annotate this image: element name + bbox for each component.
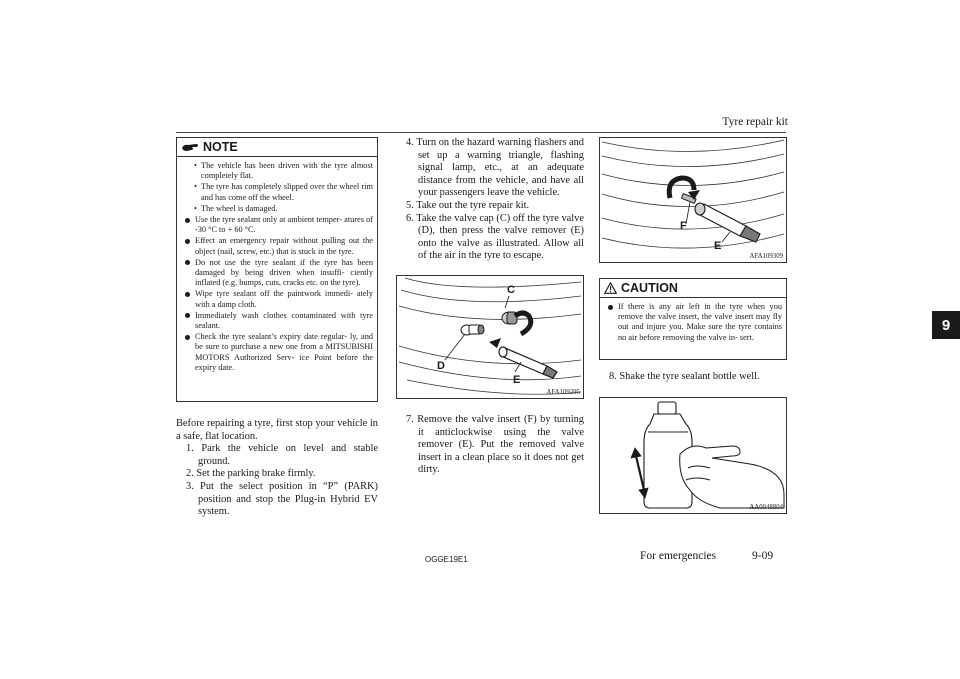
figure-reference: AA0048804 [749, 504, 783, 511]
caution-heading [600, 279, 786, 298]
document-code: OGGE19E1 [425, 555, 468, 564]
note-item: Check the tyre sealant’s expiry date regular- ly, and be sure to purchase a new one from a MITSUBISHI MOTORS Authorized Serv- ice Point before the expiry date. [181, 332, 373, 373]
figure-valve-insert-removal [599, 137, 787, 263]
label-c: C [507, 284, 515, 296]
caution-item: If there is any air left in the tyre when you remove the valve insert, the valve insert may fly out and injure you. Make sure the tyre contains no air before removing the valve in- sert. [604, 302, 782, 343]
note-sub-item: • The tyre has completely slipped over the wheel rim and has come off the wheel. [181, 182, 373, 202]
shake-bottle-illustration [600, 398, 786, 513]
column-1-text [176, 418, 378, 519]
note-item: Immediately wash clothes contaminated with tyre sealant. [181, 311, 373, 331]
note-heading-text: NOTE [203, 140, 238, 154]
note-heading [177, 138, 377, 157]
label-e: E [513, 374, 521, 386]
caution-box [599, 278, 787, 360]
step-3: 3. Put the select position in “P” (PARK) position and stop the Plug-in Hybrid EV system. [186, 480, 378, 518]
header-rule [176, 132, 786, 133]
chapter-tab: 9 [932, 311, 960, 339]
note-body [177, 157, 377, 373]
figure-shake-bottle [599, 397, 787, 514]
page-number: 9-09 [752, 550, 774, 562]
running-header: Tyre repair kit [722, 116, 788, 128]
figure-reference: AFA109295 [546, 389, 580, 396]
warning-triangle-icon [604, 282, 617, 294]
column-3-text [599, 371, 787, 384]
note-item: Do not use the tyre sealant if the tyre has been damaged by being driven when insuffi- ciently inflated (e.g. bumps, cuts, cracks etc. on the tyre). [181, 258, 373, 289]
step-8: 8. Shake the tyre sealant bottle well. [609, 371, 760, 382]
note-item: Wipe tyre sealant off the paintwork immedi- ately with a damp cloth. [181, 289, 373, 309]
step-2: 2. Set the parking brake firmly. [186, 468, 316, 480]
note-box [176, 137, 378, 402]
intro-paragraph: Before repairing a tyre, first stop your vehicle in a safe, flat location. [176, 418, 378, 442]
step-6: 6. Take the valve cap (C) off the tyre valve (D), then press the valve remover (E) onto the valve as illustrated. Allow all of the air in the tyre to escape. [406, 212, 584, 262]
note-item: Effect an emergency repair without pulling out the object (nail, screw, etc.) that is stuck in the tyre. [181, 236, 373, 256]
label-e: E [714, 240, 722, 252]
label-d: D [437, 360, 445, 372]
step-7: 7. Remove the valve insert (F) by turning it anticlockwise using the valve remover (E). Put the removed valve insert in a clean place so it does not get dirty. [406, 414, 584, 476]
column-2-text [396, 137, 584, 263]
label-f: F [680, 220, 687, 232]
figure-valve-cap-removal [396, 275, 584, 399]
figure-reference: AFA109309 [749, 253, 783, 260]
footer-section: For emergencies [640, 550, 717, 562]
valve-insert-illustration [600, 138, 786, 262]
note-item: Use the tyre sealant only at ambient temper- atures of -30 °C to + 60 °C. [181, 215, 373, 235]
note-hand-icon [181, 141, 199, 153]
step-4: 4. Turn on the hazard warning flashers and set up a warning triangle, flashing signal lamp, etc., at an adequate distance from the vehicle, and have all your passengers leave the vehicle. [406, 137, 584, 199]
caution-heading-text: CAUTION [621, 281, 678, 295]
step-5: 5. Take out the tyre repair kit. [406, 199, 530, 211]
step-1: 1. Park the vehicle on level and stable ground. [186, 443, 378, 467]
caution-body [600, 298, 786, 343]
valve-cap-illustration [397, 276, 583, 398]
column-2-lower-text [396, 414, 584, 477]
note-sub-item: • The wheel is damaged. [181, 204, 373, 214]
note-sub-item: • The vehicle has been driven with the tyre almost completely flat. [181, 161, 373, 181]
